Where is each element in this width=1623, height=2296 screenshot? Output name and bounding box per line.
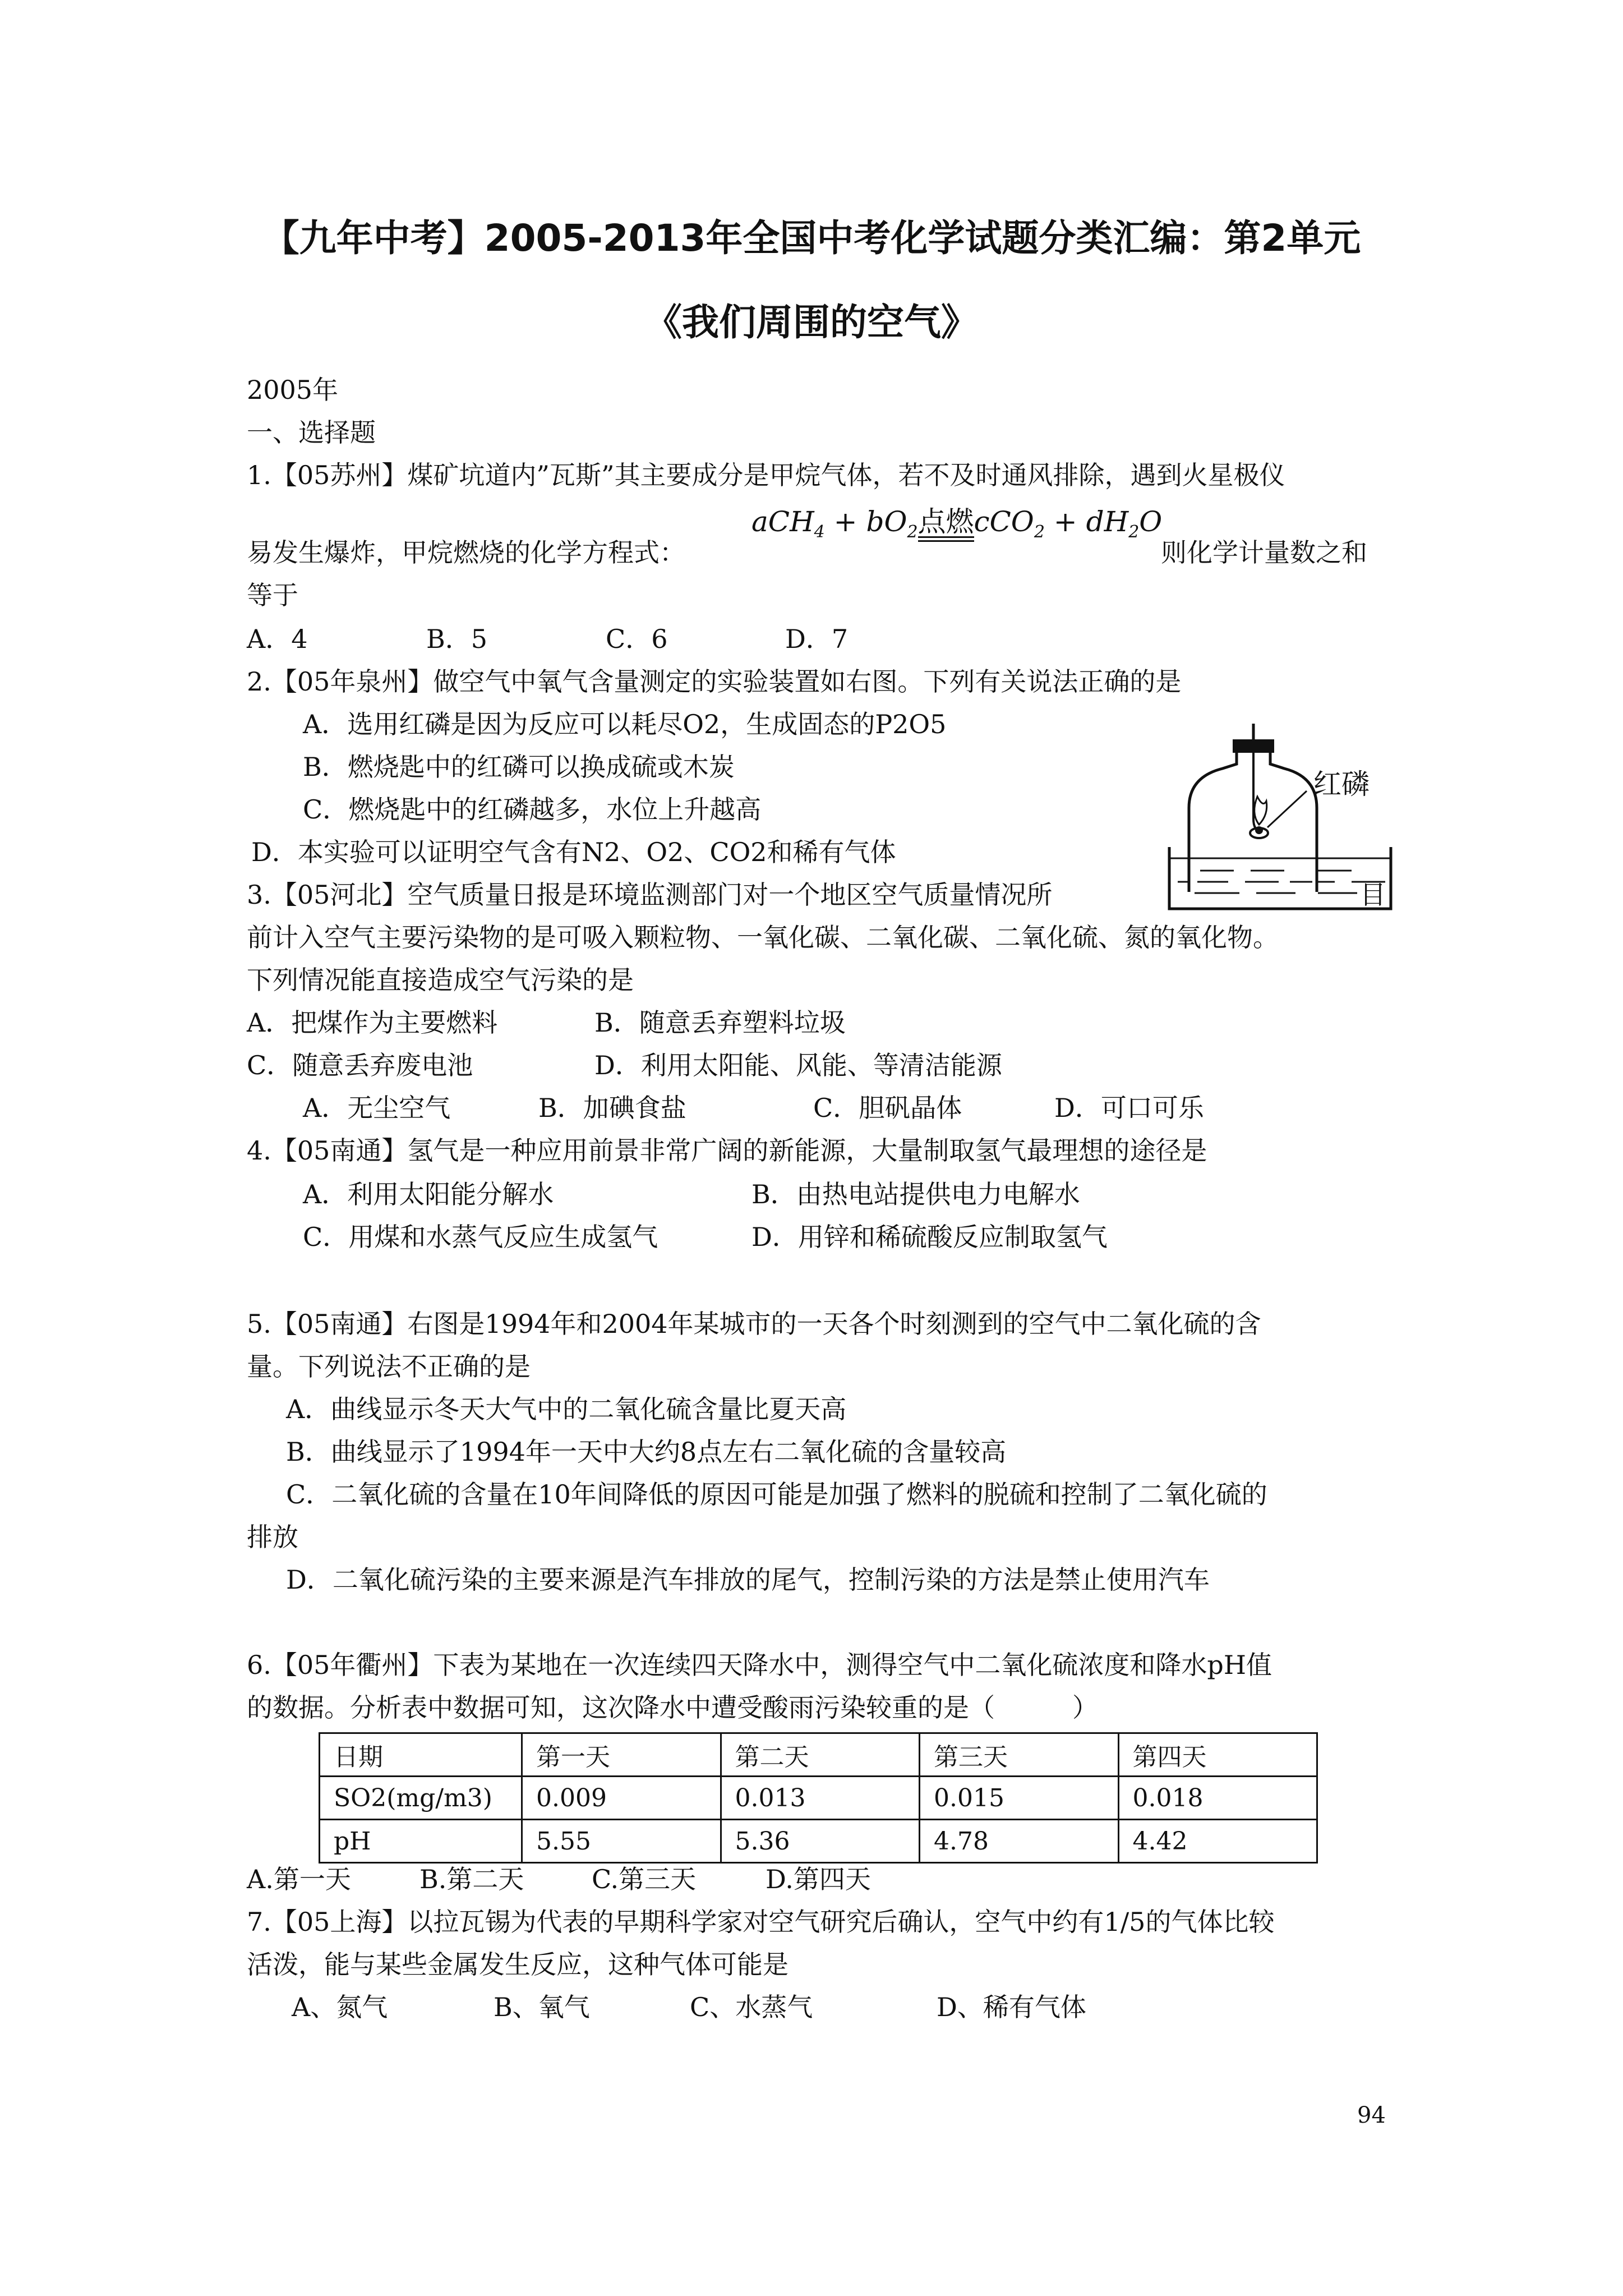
q4-option-c: C．用煤和水蒸气反应生成氢气 xyxy=(303,1222,658,1252)
q6-stem-line1: 6.【05年衢州】下表为某地在一次连续四天降水中，测得空气中二氧化硫浓度和降水pH值 xyxy=(247,1650,1272,1680)
q1-option-c: C．6 xyxy=(606,624,668,654)
q5-stem-line2: 量。下列说法不正确的是 xyxy=(247,1351,531,1382)
methane-combustion-equation: $aCH_4 + bO_2$点燃$cCO_2 + dH_2O$ xyxy=(751,505,1163,542)
q4-option-a: A．利用太阳能分解水 xyxy=(303,1179,554,1209)
q5-option-a: A．曲线显示冬天大气中的二氧化硫含量比夏天高 xyxy=(286,1394,847,1424)
document-title-line1: 【九年中考】2005-2013年全国中考化学试题分类汇编：第2单元 xyxy=(262,217,1361,260)
table-cell: 4.42 xyxy=(1118,1820,1317,1863)
q3-extra-option-c: C．胆矾晶体 xyxy=(813,1093,962,1123)
q1-stem-line3: 等于 xyxy=(247,580,298,610)
q3-extra-option-a: A．无尘空气 xyxy=(303,1093,451,1123)
q7-stem-line1: 7.【05上海】以拉瓦锡为代表的早期科学家对空气研究后确认，空气中约有1/5的气体比较 xyxy=(247,1907,1275,1937)
q3-stem-line1-tail: 目 xyxy=(1360,880,1386,910)
table-cell: 0.018 xyxy=(1118,1777,1317,1820)
q1-option-a: A．4 xyxy=(247,624,308,654)
table-cell: 5.36 xyxy=(721,1820,920,1863)
q4-option-b: B．由热电站提供电力电解水 xyxy=(751,1179,1080,1209)
q3-stem-line2: 前计入空气主要污染物的是可吸入颗粒物、一氧化碳、二氧化碳、二氧化硫、氮的氧化物。 xyxy=(247,922,1279,953)
q2-stem: 2.【05年泉州】做空气中氧气含量测定的实验装置如右图。下列有关说法正确的是 xyxy=(247,666,1182,697)
q3-stem-line1: 3.【05河北】空气质量日报是环境监测部门对一个地区空气质量情况所 xyxy=(247,880,1053,910)
q1-stem-line1: 1.【05苏州】煤矿坑道内”瓦斯”其主要成分是甲烷气体，若不及时通风排除，遇到火星极仪 xyxy=(247,460,1285,490)
table-cell: 4.78 xyxy=(920,1820,1119,1863)
so2-ph-table xyxy=(319,1732,1318,1864)
q5-option-d: D．二氧化硫污染的主要来源是汽车排放的尾气，控制污染的方法是禁止使用汽车 xyxy=(286,1565,1210,1595)
q7-stem-line2: 活泼，能与某些金属发生反应，这种气体可能是 xyxy=(247,1949,789,1980)
table-cell: 5.55 xyxy=(522,1820,721,1863)
q5-option-c-line2: 排放 xyxy=(247,1522,298,1552)
table-header-cell: 日期 xyxy=(320,1733,522,1777)
q1-stem-line2-tail: 则化学计量数之和 xyxy=(1161,537,1367,568)
q6-option-b: B.第二天 xyxy=(419,1864,524,1894)
q5-option-b: B．曲线显示了1994年一天中大约8点左右二氧化硫的含量较高 xyxy=(286,1437,1007,1467)
table-cell: 0.015 xyxy=(920,1777,1119,1820)
q2-option-a: A．选用红磷是因为反应可以耗尽O2，生成固态的P2O5 xyxy=(303,709,947,739)
q4-option-d: D．用锌和稀硫酸反应制取氢气 xyxy=(751,1222,1108,1252)
red-phosphorus-label: 红磷 xyxy=(1313,768,1370,800)
year-heading: 2005年 xyxy=(247,375,339,405)
table-row xyxy=(320,1820,1317,1863)
q1-option-d: D．7 xyxy=(785,624,849,654)
q3-extra-option-d: D．可口可乐 xyxy=(1054,1093,1204,1123)
ignite-condition: 点燃 xyxy=(917,505,974,538)
table-cell: 0.013 xyxy=(721,1777,920,1820)
q3-option-c: C．随意丢弃废电池 xyxy=(247,1050,473,1080)
table-cell: 0.009 xyxy=(522,1777,721,1820)
q7-option-a: A、氮气 xyxy=(292,1992,388,2022)
table-cell: pH xyxy=(320,1820,522,1863)
table-header-cell: 第一天 xyxy=(522,1733,721,1777)
q6-option-a: A.第一天 xyxy=(247,1864,351,1894)
q6-option-d: D.第四天 xyxy=(766,1864,871,1894)
table-row xyxy=(320,1777,1317,1820)
page-number: 94 xyxy=(1357,2102,1386,2128)
q3-extra-option-b: B．加碘食盐 xyxy=(538,1093,686,1123)
q3-stem-line3: 下列情况能直接造成空气污染的是 xyxy=(247,965,634,995)
q2-option-d: D．本实验可以证明空气含有N2、O2、CO2和稀有气体 xyxy=(251,837,896,867)
q4-stem: 4.【05南通】氢气是一种应用前景非常广阔的新能源，大量制取氢气最理想的途径是 xyxy=(247,1135,1207,1166)
q3-option-a: A．把煤作为主要燃料 xyxy=(247,1007,498,1038)
document-title-line2: 《我们周围的空气》 xyxy=(645,301,978,344)
table-header-cell: 第二天 xyxy=(721,1733,920,1777)
q2-option-c: C．燃烧匙中的红磷越多，水位上升越高 xyxy=(303,794,762,825)
table-cell: SO2(mg/m3) xyxy=(320,1777,522,1820)
q6-stem-line2: 的数据。分析表中数据可知，这次降水中遭受酸雨污染较重的是（ ） xyxy=(247,1692,1098,1723)
q2-option-b: B．燃烧匙中的红磷可以换成硫或木炭 xyxy=(303,752,735,782)
table-header-cell: 第四天 xyxy=(1118,1733,1317,1777)
table-header-cell: 第三天 xyxy=(920,1733,1119,1777)
q1-option-b: B．5 xyxy=(426,624,488,654)
q1-stem-line2: 易发生爆炸，甲烷燃烧的化学方程式： xyxy=(247,537,685,568)
q6-option-c: C.第三天 xyxy=(592,1864,697,1894)
section-heading: 一、选择题 xyxy=(247,417,376,448)
q7-option-b: B、氧气 xyxy=(494,1992,590,2022)
q7-option-c: C、水蒸气 xyxy=(690,1992,813,2022)
q5-stem-line1: 5.【05南通】右图是1994年和2004年某城市的一天各个时刻测到的空气中二氧化硫的含 xyxy=(247,1309,1261,1339)
q7-option-d: D、稀有气体 xyxy=(937,1992,1086,2022)
q3-option-b: B．随意丢弃塑料垃圾 xyxy=(594,1007,846,1038)
table-header-row xyxy=(320,1733,1317,1777)
q3-option-d: D．利用太阳能、风能、等清洁能源 xyxy=(594,1050,1002,1080)
q5-option-c-line1: C．二氧化硫的含量在10年间降低的原因可能是加强了燃料的脱硫和控制了二氧化硫的 xyxy=(286,1479,1267,1510)
